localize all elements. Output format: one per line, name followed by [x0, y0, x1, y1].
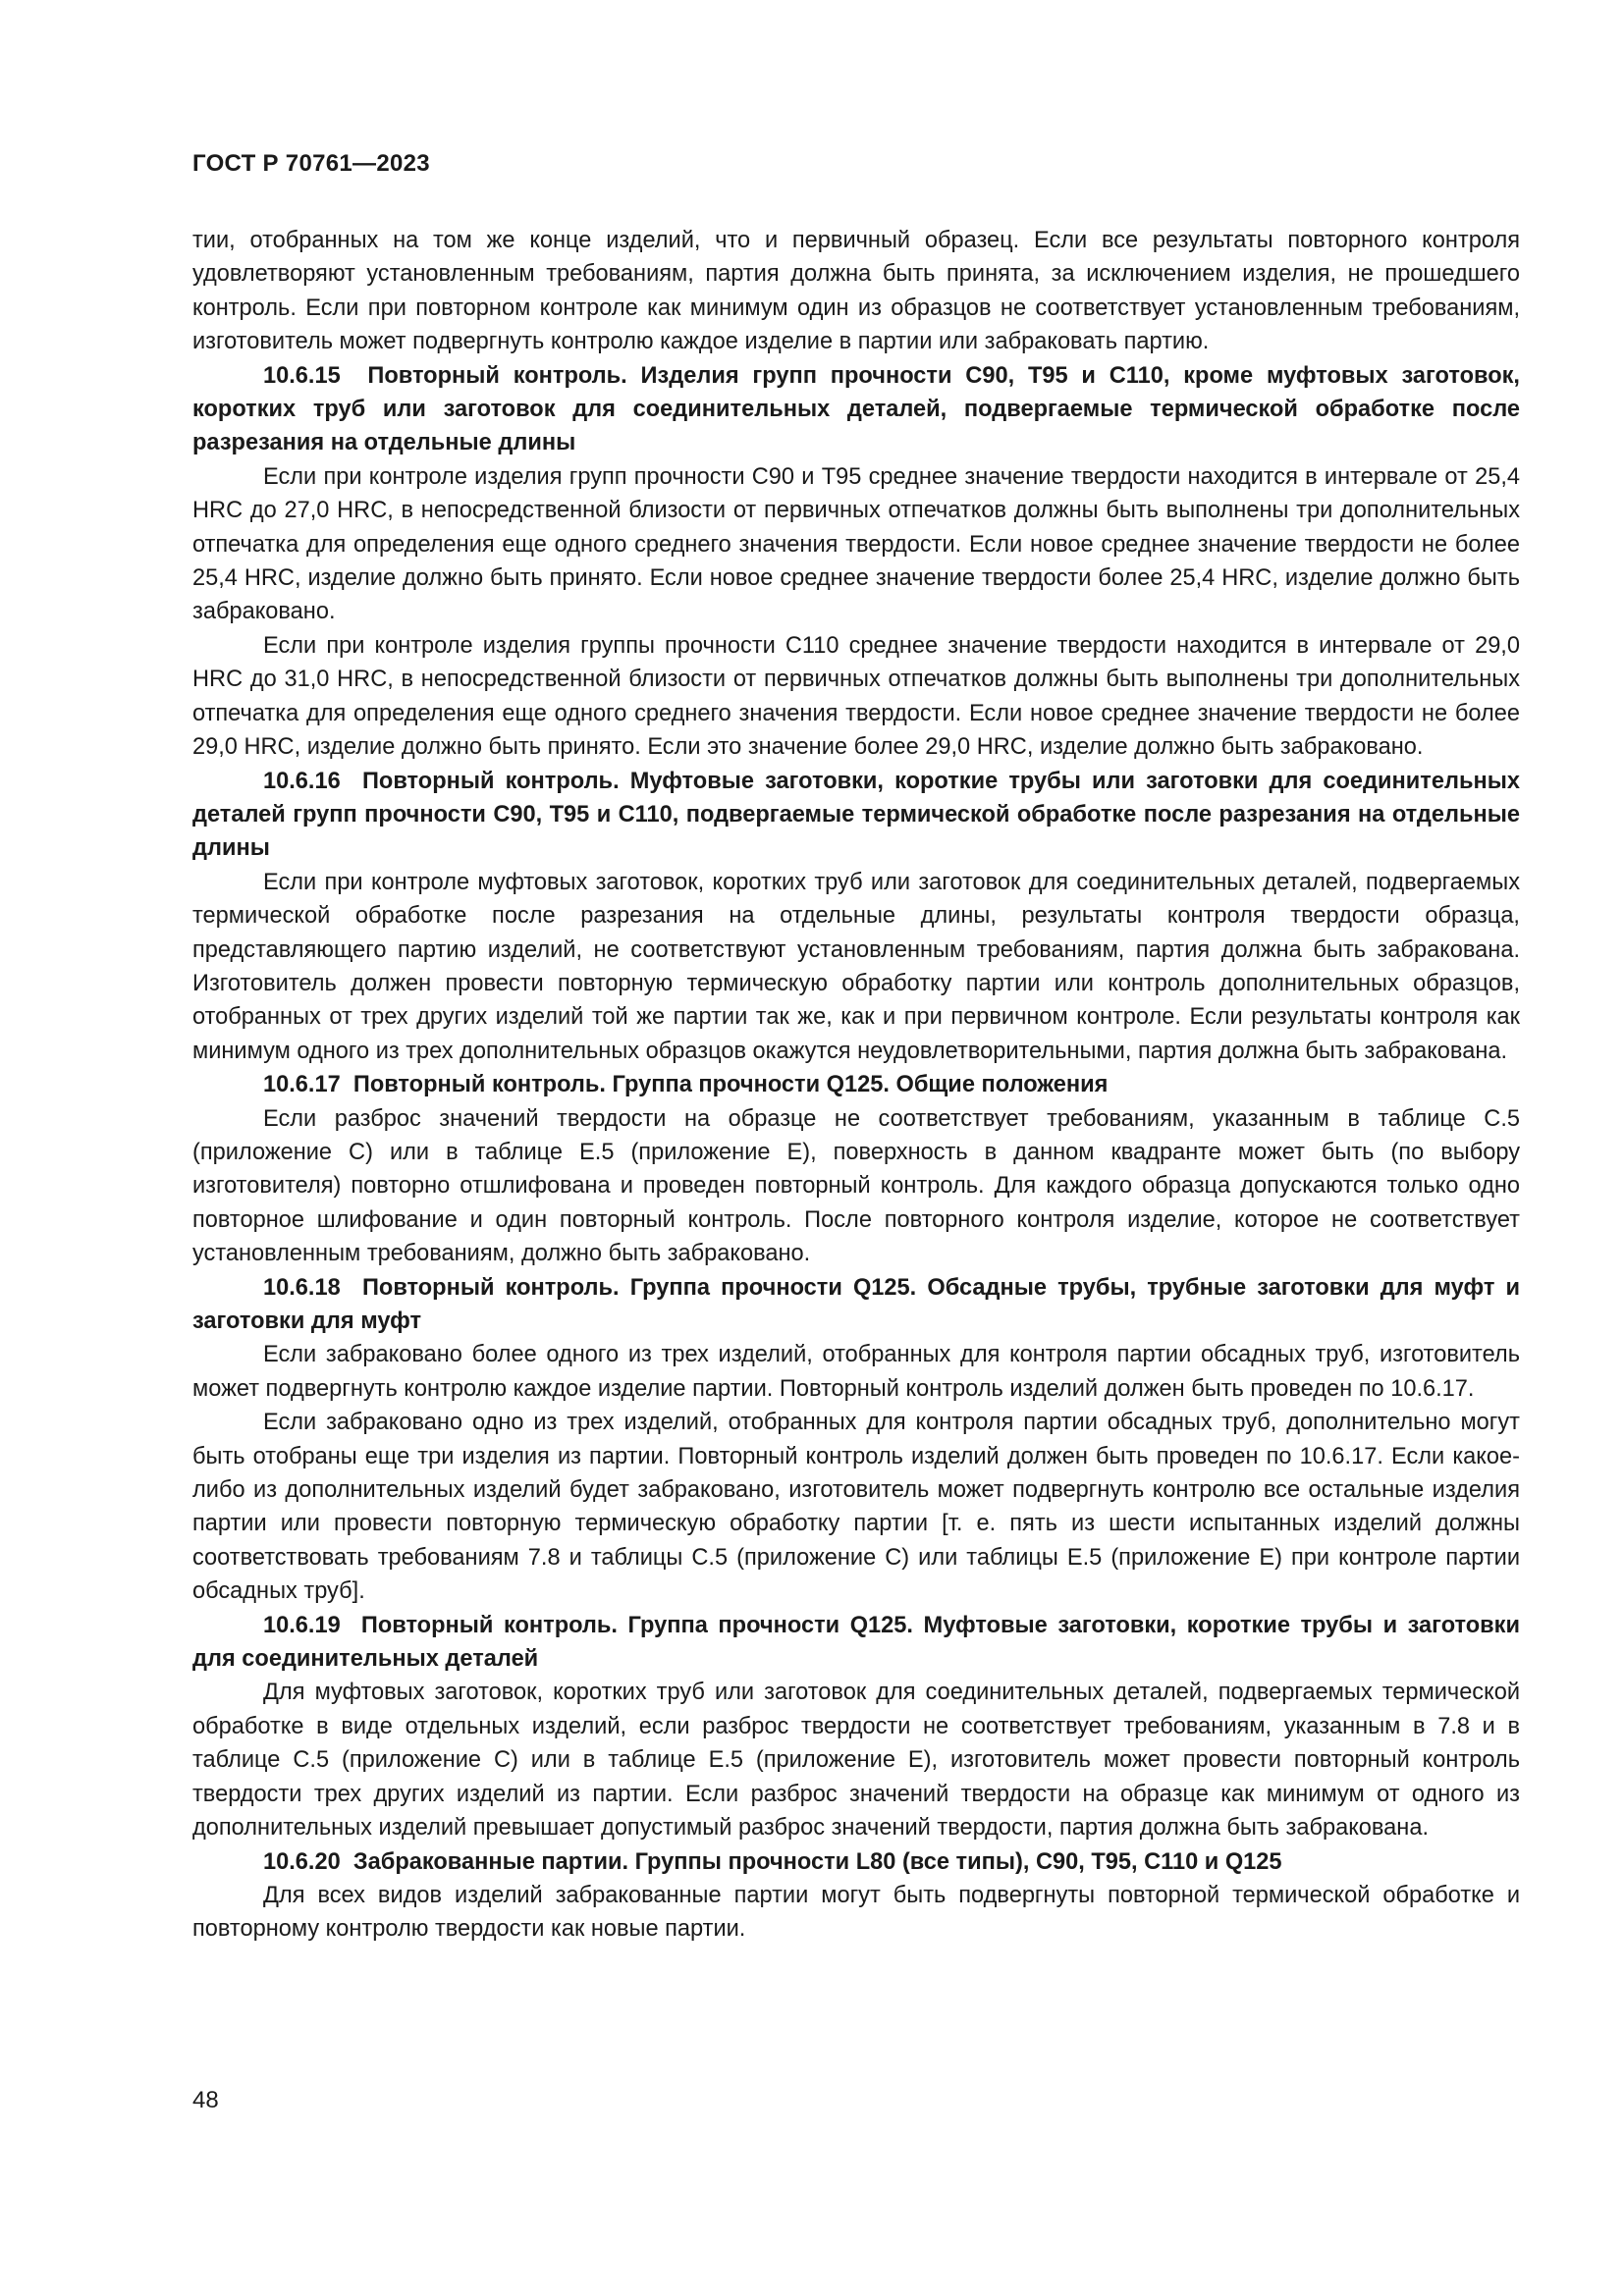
document-body	[192, 224, 1520, 1947]
section-number: 10.6.18	[263, 1274, 341, 1301]
body-paragraph: Если разброс значений твердости на образце не соответствует требованиям, указанным в таблице C.5 (приложение C) или в таблице E.5 (приложение E), поверхность в данном квадранте может быть (по выбору изготовителя) повторно отшлифована и проведен повторный контроль. Для каждого образца допускаются только одно повторное шлифование и один повторный контроль. После повторного контроля изделие, которое не соответствует установленным требованиям, должно быть забраковано.	[192, 1105, 1520, 1267]
section-title: Повторный контроль. Группа прочности Q125. Общие положения	[352, 1072, 1109, 1098]
section-heading	[192, 765, 1520, 866]
body-paragraph: Для всех видов изделий забракованные партии могут быть подвергнуты повторной термической обработке и повторному контролю твердости как новые партии.	[192, 1882, 1520, 1943]
body-paragraph: Если забраковано более одного из трех изделий, отобранных для контроля партии обсадных труб, изготовитель может подвергнуть контролю каждое изделие партии. Повторный контроль изделий должен быть проведен по 10.6.17.	[192, 1342, 1520, 1402]
body-paragraph: Если при контроле изделия группы прочности C110 среднее значение твердости находится в интервале от 29,0 HRC до 31,0 HRC, в непосредственной близости от первичных отпечатков должны быть выполнены три дополнительных отпечатка для определения еще одного среднего значения твердости. Если новое среднее значение твердости не более 29,0 HRC, изделие должно быть принято. Если это значение более 29,0 HRC, изделие должно быть забраковано.	[192, 632, 1520, 761]
section-title: Забракованные партии. Группы прочности L80 (все типы), C90, T95, C110 и Q125	[352, 1848, 1282, 1875]
section-heading	[192, 1845, 1520, 1879]
body-paragraph: Если при контроле изделия групп прочности C90 и T95 среднее значение твердости находится в интервале от 25,4 HRC до 27,0 HRC, в непосредственной близости от первичных отпечатков должны быть выполнены три дополнительных отпечатка для определения еще одного среднего значения твердости. Если новое среднее значение твердости не более 25,4 HRC, изделие должно быть принято. Если новое среднее значение твердости более 25,4 HRC, изделие должно быть забраковано.	[192, 463, 1520, 625]
body-paragraph: Если при контроле муфтовых заготовок, коротких труб или заготовок для соединительных деталей, подвергаемых термической обработке после разрезания на отдельные длины, результаты контроля твердости образца, представляющего партию изделий, не соответствуют установленным требованиям, партия должна быть забракована. Изготовитель должен провести повторную термическую обработку партии или контроль дополнительных образцов, отобранных от трех других изделий той же партии так же, как и при первичном контроле. Если результаты контроля как минимум одного из трех дополнительных образцов окажутся неудовлетворительными, партия должна быть забракована.	[192, 869, 1520, 1064]
section-title: Повторный контроль. Муфтовые заготовки, короткие трубы или заготовки для соединительных деталей групп прочности C90, T95 и C110, подвергаемые термической обработке после разрезания на отдельные длины	[192, 768, 1520, 862]
section-number: 10.6.17	[263, 1072, 341, 1098]
section-heading	[192, 359, 1520, 460]
section-heading	[192, 1068, 1520, 1101]
page-number: 48	[192, 2087, 219, 2113]
section-heading	[192, 1609, 1520, 1677]
section-title: Повторный контроль. Изделия групп прочности C90, T95 и C110, кроме муфтовых заготовок, коротких труб или заготовок для соединительных деталей, подвергаемые термической обработке после разрезания на отдельные длины	[192, 362, 1520, 456]
section-number: 10.6.19	[263, 1612, 341, 1638]
section-title: Повторный контроль. Группа прочности Q125. Муфтовые заготовки, короткие трубы и заготовки для соединительных деталей	[192, 1612, 1520, 1673]
section-number: 10.6.16	[263, 768, 341, 794]
body-paragraph: тии, отобранных на том же конце изделий, что и первичный образец. Если все результаты повторного контроля удовлетворяют установленным требованиям, партия должна быть принята, за исключением изделия, не прошедшего контроль. Если при повторном контроле как минимум один из образцов не соответствует установленным требованиям, изготовитель может подвергнуть контролю каждое изделие в партии или забраковать партию.	[192, 228, 1520, 355]
body-paragraph: Если забраковано одно из трех изделий, отобранных для контроля партии обсадных труб, дополнительно могут быть отобраны еще три изделия из партии. Повторный контроль изделий должен быть проведен по 10.6.17. Если какое-либо из дополнительных изделий будет забраковано, изготовитель может подвергнуть контролю все остальные изделия партии или провести повторную термическую обработку партии [т. е. пять из шести испытанных изделий должны соответствовать требованиям 7.8 и таблицы C.5 (приложение C) или таблицы E.5 (приложение E) при контроле партии обсадных труб].	[192, 1410, 1520, 1605]
section-heading	[192, 1271, 1520, 1339]
body-paragraph: Для муфтовых заготовок, коротких труб или заготовок для соединительных деталей, подвергаемых термической обработке в виде отдельных изделий, если разброс твердости не соответствует требованиям, указанным в 7.8 и в таблице C.5 (приложение C) или в таблице E.5 (приложение E), изготовитель может провести повторный контроль твердости трех других изделий из партии. Если разброс значений твердости на образце как минимум от одного из дополнительных изделий превышает допустимый разброс значений твердости, партия должна быть забракована.	[192, 1680, 1520, 1842]
section-number: 10.6.20	[263, 1848, 341, 1875]
document-code: ГОСТ Р 70761—2023	[192, 150, 430, 177]
section-title: Повторный контроль. Группа прочности Q125. Обсадные трубы, трубные заготовки для муфт и заготовки для муфт	[192, 1274, 1520, 1334]
section-number: 10.6.15	[263, 362, 341, 389]
